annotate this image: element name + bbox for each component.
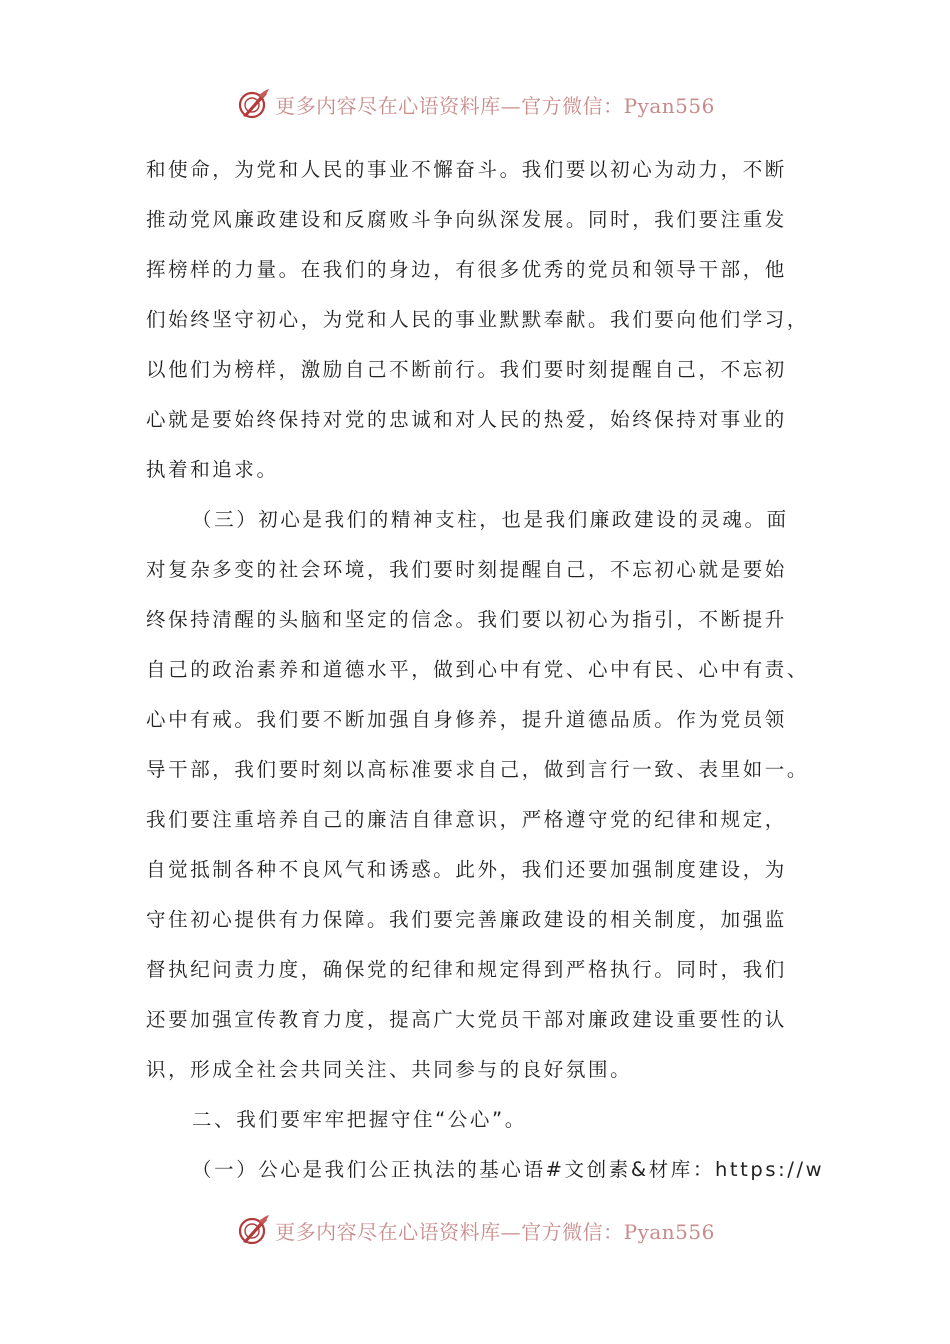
body-line: 挥榜样的力量。在我们的身边，有很多优秀的党员和领导干部，他 <box>146 258 787 281</box>
section-heading: 二、我们要牢牢把握守住“公心”。 <box>192 1108 527 1131</box>
quill-seal-logo-icon <box>235 86 271 122</box>
body-line: 心中有戒。我们要不断加强自身修养，提升道德品质。作为党员领 <box>146 708 787 731</box>
body-line: 还要加强宣传教育力度，提高广大党员干部对廉政建设重要性的认 <box>146 1008 787 1031</box>
body-line: 们始终坚守初心，为党和人民的事业默默奉献。我们要向他们学习， <box>146 308 810 331</box>
body-line: 我们要注重培养自己的廉洁自律意识，严格遵守党的纪律和规定， <box>146 808 787 831</box>
header-banner-text: 更多内容尽在心语资料库—官方微信：Pyan556 <box>275 93 715 118</box>
body-line: 自觉抵制各种不良风气和诱惑。此外，我们还要加强制度建设，为 <box>146 858 787 881</box>
body-line: 推动党风廉政建设和反腐败斗争向纵深发展。同时，我们要注重发 <box>146 208 787 231</box>
body-line: 心就是要始终保持对党的忠诚和对人民的热爱，始终保持对事业的 <box>146 408 787 431</box>
body-line: 识，形成全社会共同关注、共同参与的良好氛围。 <box>146 1058 633 1081</box>
body-line: 以他们为榜样，激励自己不断前行。我们要时刻提醒自己，不忘初 <box>146 358 787 381</box>
header-banner <box>0 84 950 124</box>
body-line: 督执纪问责力度，确保党的纪律和规定得到严格执行。同时，我们 <box>146 958 787 981</box>
quill-seal-logo-icon <box>235 1212 271 1248</box>
footer-banner <box>0 1210 950 1250</box>
paragraph-start-line: （三）初心是我们的精神支柱，也是我们廉政建设的灵魂。面 <box>192 508 789 531</box>
paragraph-start-line: （一）公心是我们公正执法的基心语#文创素&材库：https://w <box>192 1158 825 1181</box>
body-line: 导干部，我们要时刻以高标准要求自己，做到言行一致、表里如一。 <box>146 758 810 781</box>
body-line: 守住初心提供有力保障。我们要完善廉政建设的相关制度，加强监 <box>146 908 787 931</box>
body-line: 对复杂多变的社会环境，我们要时刻提醒自己，不忘初心就是要始 <box>146 558 787 581</box>
footer-banner-text: 更多内容尽在心语资料库—官方微信：Pyan556 <box>275 1219 715 1244</box>
body-line: 自己的政治素养和道德水平，做到心中有党、心中有民、心中有责、 <box>146 658 810 681</box>
body-line: 执着和追求。 <box>146 458 279 481</box>
body-line: 终保持清醒的头脑和坚定的信念。我们要以初心为指引，不断提升 <box>146 608 787 631</box>
body-line: 和使命，为党和人民的事业不懈奋斗。我们要以初心为动力，不断 <box>146 158 787 181</box>
document-body <box>146 145 825 1195</box>
